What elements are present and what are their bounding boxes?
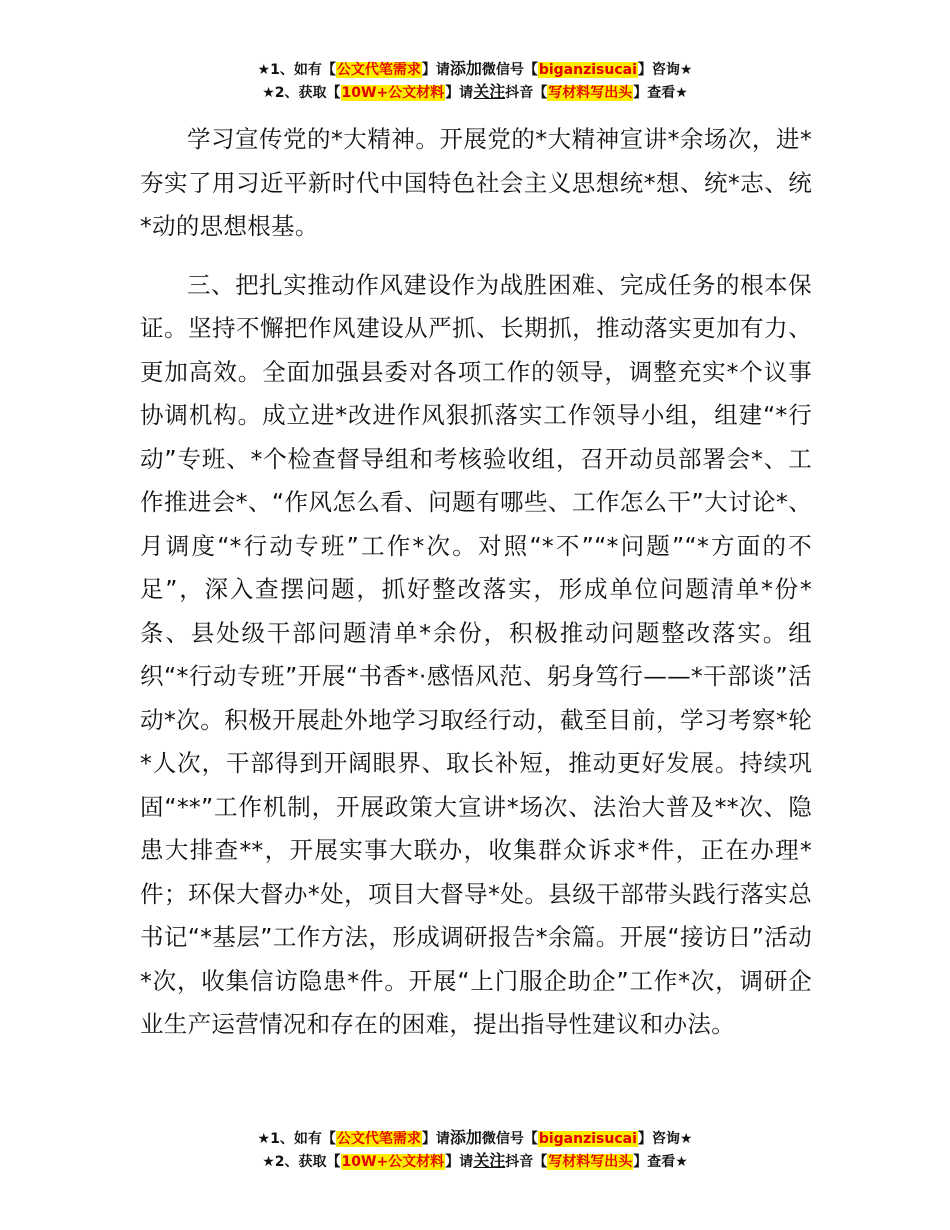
banner-text: 抖音【 xyxy=(505,85,548,101)
document-body xyxy=(140,118,812,1047)
banner-text: 】查看★ xyxy=(633,1154,688,1170)
star-icon: ★ xyxy=(257,62,271,78)
banner-text: 】请 xyxy=(421,1131,450,1147)
banner-text: 】请 xyxy=(421,62,450,78)
paragraph: 学习宣传党的*大精神。开展党的*大精神宣讲*余场次，进*夯实了用习近平新时代中国特色社会主义思想统*想、统*志、统*动的思想根基。 xyxy=(140,125,812,240)
banner-line-1 xyxy=(0,1127,950,1150)
star-icon: ★ xyxy=(257,1131,271,1147)
banner-text: 】请 xyxy=(445,85,474,101)
highlight-service: 公文代笔需求 xyxy=(336,62,421,78)
banner-line-2 xyxy=(0,1150,950,1173)
banner-text: 】咨询★ xyxy=(637,62,693,78)
banner-text: 2、获取【 xyxy=(274,1154,341,1170)
highlight-service: 公文代笔需求 xyxy=(336,1131,421,1147)
footer-banner xyxy=(0,1127,950,1173)
header-banner xyxy=(0,58,950,104)
highlight-douyin-account: 写材料写出头 xyxy=(548,1154,633,1170)
banner-line-1 xyxy=(0,58,950,81)
banner-text: 1、如有【 xyxy=(270,1131,336,1147)
paragraph: 三、把扎实推动作风建设作为战胜困难、完成任务的根本保证。坚持不懈把作风建设从严抓、长期抓，推动落实更加有力、更加高效。全面加强县委对各项工作的领导，调整充实*个议事协调机构。成立进*改进作风狠抓落实工作领导小组，组建“*行动”专班、*个检查督导组和考核验收组，召开动员部署会*、工作推进会*、“作风怎么看、问题有哪些、工作怎么干”大讨论*、月调度“*行动专班”工作*次。对照“*不”“*问题”“*方面的不足”，深入查摆问题，抓好整改落实，形成单位问题清单*份*条、县处级干部问题清单*余份，积极推动问题整改落实。组织“*行动专班”开展“书香*·感悟风范、躬身笃行——*干部谈”活动*次。积极开展赴外地学习取经行动，截至目前，学习考察*轮*人次，干部得到开阔眼界、取长补短，推动更好发展。持续巩固“**”工作机制，开展政策大宣讲*场次、法治大普及**次、隐患大排查**，开展实事大联办，收集群众诉求*件，正在办理*件；环保大督办*处，项目大督导*处。县级干部带头践行落实总书记“*基层”工作方法，形成调研报告*余篇。开展“接访日”活动*次，收集信访隐患*件。开展“上门服企助企”工作*次，调研企业生产运营情况和存在的困难，提出指导性建议和办法。 xyxy=(140,270,812,1038)
emphasis-add: 添加 xyxy=(449,1128,482,1147)
banner-text: 2、获取【 xyxy=(274,85,341,101)
highlight-materials: 10W+公文材料 xyxy=(341,85,445,101)
banner-text: 1、如有【 xyxy=(270,62,336,78)
banner-text: 抖音【 xyxy=(505,1154,548,1170)
banner-text: 】请 xyxy=(445,1154,474,1170)
highlight-materials: 10W+公文材料 xyxy=(341,1154,445,1170)
emphasis-follow: 关注 xyxy=(473,1151,506,1170)
highlight-douyin-account: 写材料写出头 xyxy=(548,85,633,101)
highlight-wechat-id: biganzisucai xyxy=(538,1131,637,1147)
banner-text: 微信号【 xyxy=(481,62,538,78)
star-icon: ★ xyxy=(262,85,275,101)
emphasis-follow: 关注 xyxy=(473,82,506,101)
highlight-wechat-id: biganzisucai xyxy=(538,62,637,78)
star-icon: ★ xyxy=(262,1154,275,1170)
banner-line-2 xyxy=(0,81,950,104)
banner-text: 】查看★ xyxy=(633,85,688,101)
emphasis-add: 添加 xyxy=(449,59,482,78)
banner-text: 】咨询★ xyxy=(637,1131,693,1147)
banner-text: 微信号【 xyxy=(481,1131,538,1147)
